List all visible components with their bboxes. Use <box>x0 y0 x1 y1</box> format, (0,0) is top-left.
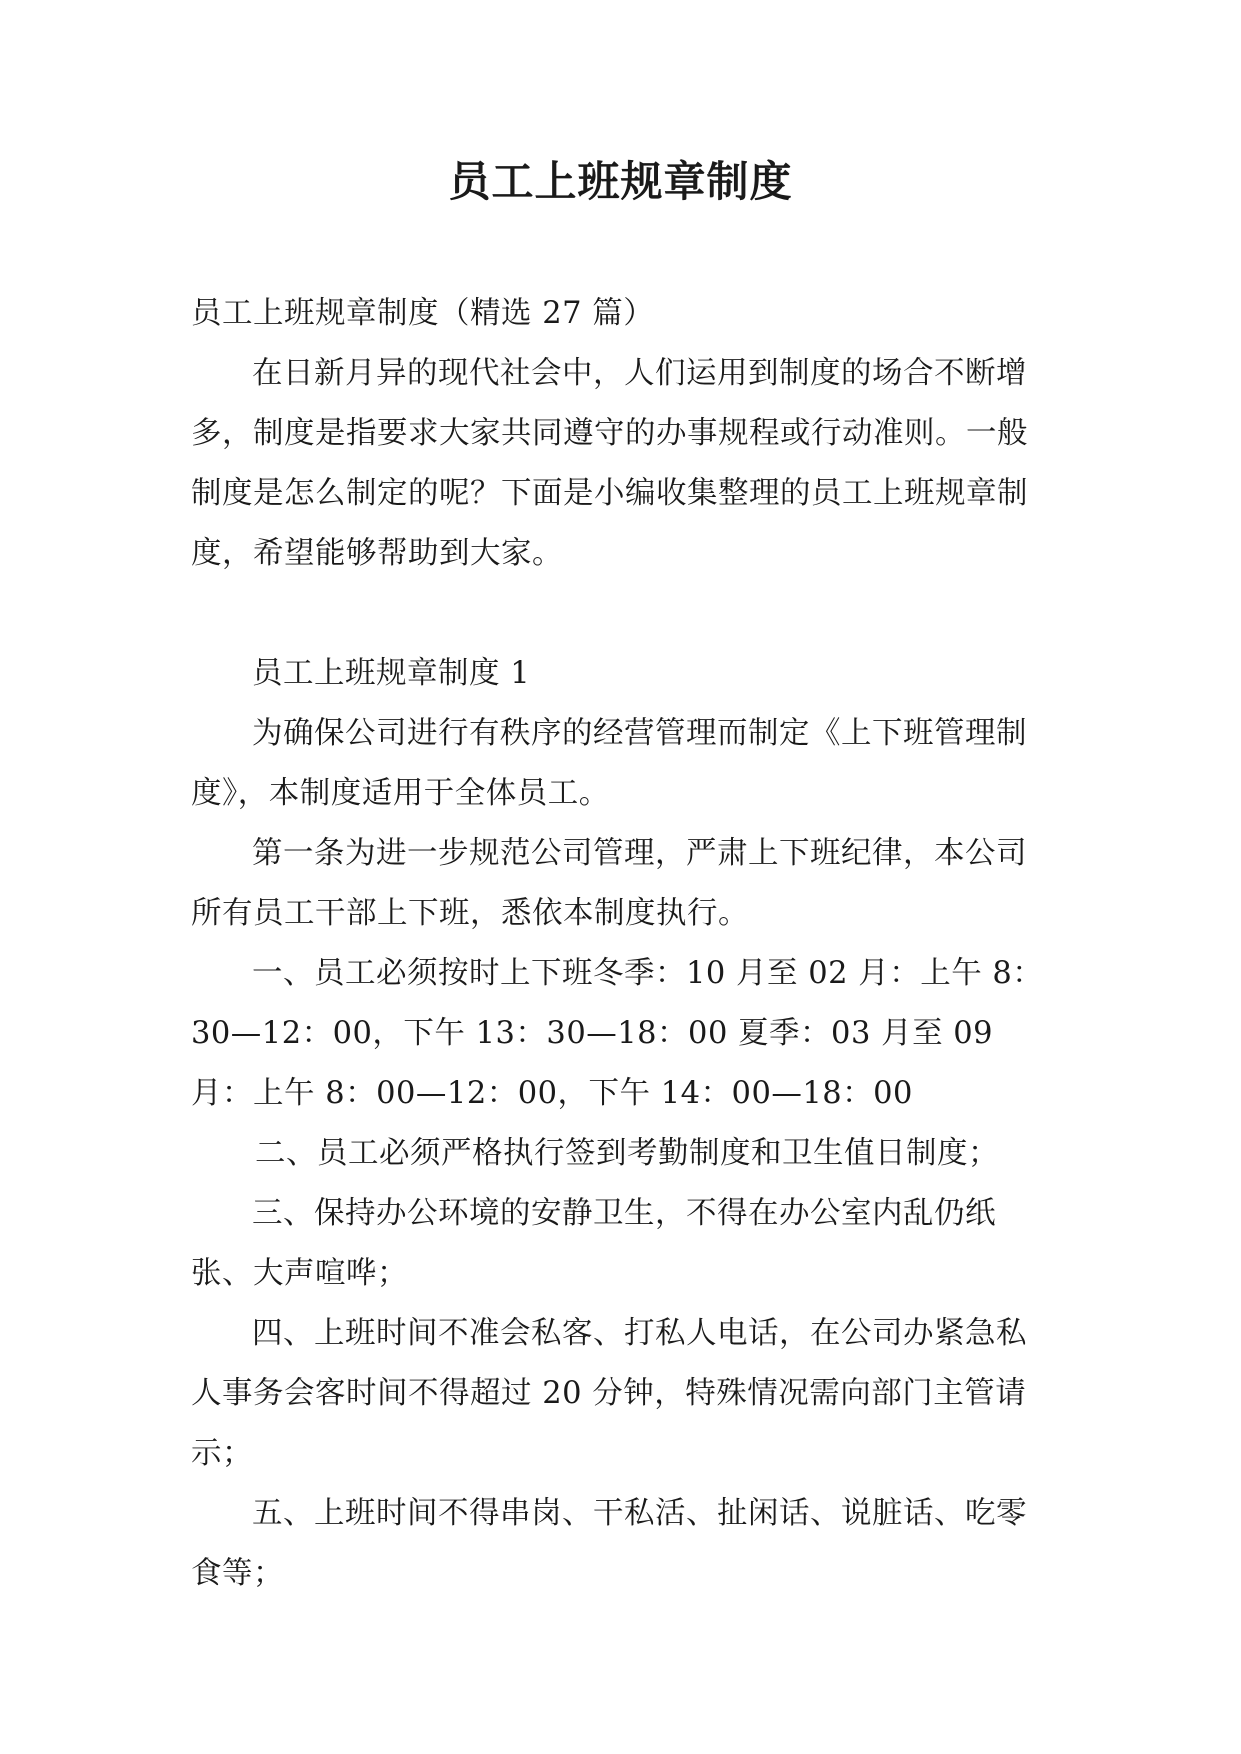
body-paragraph: 第一条为进一步规范公司管理，严肃上下班纪律，本公司所有员工干部上下班，悉依本制度执行。 <box>191 836 1027 931</box>
document-subtitle: 员工上班规章制度（精选 27 篇） <box>191 296 655 331</box>
body-paragraph: 一、员工必须按时上下班冬季：10 月至 02 月：上午 8：30—12：00，下午 13：30—18：00 夏季：03 月至 09 月：上午 8：00—12：00，下午 14：00—18：00 <box>191 956 1044 1111</box>
body-paragraph: 为确保公司进行有秩序的经营管理而制定《上下班管理制度》，本制度适用于全体员工。 <box>191 716 1027 811</box>
body-paragraph: 二、员工必须严格执行签到考勤制度和卫生值日制度； <box>255 1136 1000 1171</box>
document-body <box>191 344 1051 1604</box>
body-paragraph: 四、上班时间不准会私客、打私人电话，在公司办紧急私人事务会客时间不得超过 20 分钟，特殊情况需向部门主管请示； <box>191 1316 1027 1471</box>
document-title: 员工上班规章制度 <box>448 157 793 206</box>
intro-paragraph: 在日新月异的现代社会中，人们运用到制度的场合不断增多，制度是指要求大家共同遵守的办事规程或行动准则。一般制度是怎么制定的呢？下面是小编收集整理的员工上班规章制度，希望能够帮助到大家。 <box>191 356 1028 571</box>
body-paragraph: 五、上班时间不得串岗、干私活、扯闲话、说脏话、吃零食等； <box>191 1496 1027 1591</box>
section-heading: 员工上班规章制度 1 <box>252 656 531 691</box>
body-paragraph: 三、保持办公环境的安静卫生，不得在办公室内乱仍纸张、大声喧哗； <box>191 1196 996 1291</box>
